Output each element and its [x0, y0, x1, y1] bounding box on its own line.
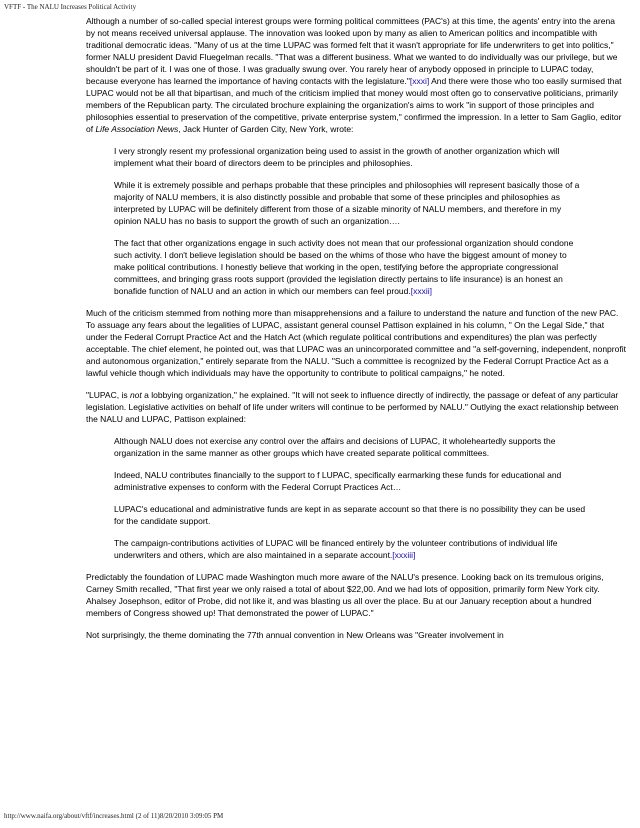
- paragraph-text: Although a number of so-called special interest groups were forming political committees (PAC's) at this time, the agents' entry into the arena by not means received universal applause. The innovation was looked upon by many as alien to American politics and incompatible with traditional democratic ideas. "Many of us at the time LUPAC was formed felt that it wasn't appropriate for life underwriters to get into politics," former NALU president David Fluegelman recalls. "That was a different business. What we wanted to do individually was our privilege, but we shouldn't be part of it. I was one of those. I was gradually swung over. You rarely hear of anybody opposed in principle to LUPAC today, because everyone has learned the importance of having contacts with the legislature.": [86, 16, 618, 86]
- quote-text: The fact that other organizations engage in such activity does not mean that our professional organization should condone such activity. I don't believe legislation should be based on the whims of those who have the biggest amount of money to make political contributions. I honestly believe that working in the open, testifying before the appropriate congressional committees, and bringing grass roots support (provided the legislation directly pertains to life insurance) is an honest an bonafide function of NALU and an action in which our members can feel proud.: [114, 238, 574, 296]
- article-body: [86, 15, 626, 651]
- article-paragraph: Much of the criticism stemmed from nothing more than misapprehensions and a failure to understand the nature and function of the new PAC. To assuage any fears about the legalities of LUPAC, assistant general counsel Pattison explained in his column, " On the Legal Side," that under the Federal Corrupt Practice Act and the Hatch Act (which regulate political contributions and expenditures) the plan was perfectly acceptable. The chief element, he pointed out, was that LUPAC was an unincorporated committee and "a self-governing, independent, nonprofit and autonomous organization," entirely separate from the NALU. "Such a committee is recognized by the Federal Corrupt Practice Act as a lawful vehicle though which individuals may have the opportunity to contribute to political campaigns," he noted.: [86, 308, 626, 378]
- paragraph-text: "LUPAC, is: [86, 390, 130, 400]
- emphasis-text: not: [129, 390, 142, 400]
- article-paragraph: Predictably the foundation of LUPAC made Washington much more aware of the NALU's presence. Looking back on its tremulous origins, Carney Smith recalled, "That first year we only raised a total of about $22,00. And we had lots of opposition, primarily form New York city. Ahalsey Josephson, editor of Probe, did not like it, and was blasting us all over the place. Bu at our January reception about a hundred members of Congress showed up! That demonstrated the power of LUPAC.": [86, 572, 604, 618]
- footnote-link-xxxii[interactable]: [xxxii]: [410, 286, 432, 296]
- footnote-link-xxxi[interactable]: [xxxi]: [409, 76, 430, 86]
- block-quote: While it is extremely possible and perhaps probable that these principles and philosophies will represent basically those of a majority of NALU members, it is also distinctly possible and probable that some of these principles and philosophies as interpreted by LUPAC will be definitely different from those of a sizable minority of NALU members, and therefore in my opinion NALU has no basis to support the growth of such an organization….: [114, 180, 580, 226]
- article-paragraph: [86, 389, 626, 425]
- block-quote: [114, 537, 588, 561]
- block-quote: LUPAC's educational and administrative funds are kept in as separate account so that there is no possibility they can be used for the candidate support.: [114, 504, 586, 526]
- paragraph-text: a lobbying organization," he explained. "It will not seek to influence directly of indirectly, the passage or defeat of any particular legislation. Legislative activities on behalf of life under writers will continue to be performed by NALU." Outlying the exact relationship between the NALU and LUPAC, Pattison explained:: [86, 390, 619, 424]
- block-quote: I very strongly resent my professional organization being used to assist in the growth of another organization which will implement what their board of directors deem to be principles and philosophies.: [114, 146, 560, 168]
- block-quote: Indeed, NALU contributes financially to the support to f LUPAC, specifically earmarking these funds for educational and administrative expenses to conform with the Federal Corrupt Practices Act…: [114, 470, 562, 492]
- article-paragraph: [86, 15, 626, 135]
- publication-title: Life Association News: [95, 124, 179, 134]
- print-footer-url: http://www.naifa.org/about/vftf/increases.html (2 of 11)8/20/2010 3:09:05 PM: [4, 812, 224, 820]
- footnote-link-xxxiii[interactable]: [xxxiii]: [392, 550, 416, 560]
- print-header-title: VFTF - The NALU Increases Political Activity: [4, 3, 137, 11]
- block-quote: Although NALU does not exercise any control over the affairs and decisions of LUPAC, it wholeheartedly supports the organization in the same manner as other groups which have created separate political committees.: [114, 436, 556, 458]
- paragraph-text: And there were those who too easily surmised that LUPAC would not be all that bipartisan, and much of the criticism implied that money would most often go to conservative politicians, primarily members of the Republican party. The circulated brochure explaining the organization's aims to work "in support of those principles and philosophies essential to preservation of the competitive, private enterprise system," confirmed the impression. In a letter to Sam Gaglio, editor of: [86, 76, 622, 134]
- block-quote: [114, 237, 588, 297]
- article-paragraph: Not surprisingly, the theme dominating the 77th annual convention in New Orleans was "Greater involvement in: [86, 630, 504, 640]
- quote-text: The campaign-contributions activities of LUPAC will be financed entirely by the volunteer contributions of individual life underwriters and others, which are also maintained in a separate account.: [114, 538, 558, 560]
- paragraph-text: , Jack Hunter of Garden City, New York, wrote:: [178, 124, 354, 134]
